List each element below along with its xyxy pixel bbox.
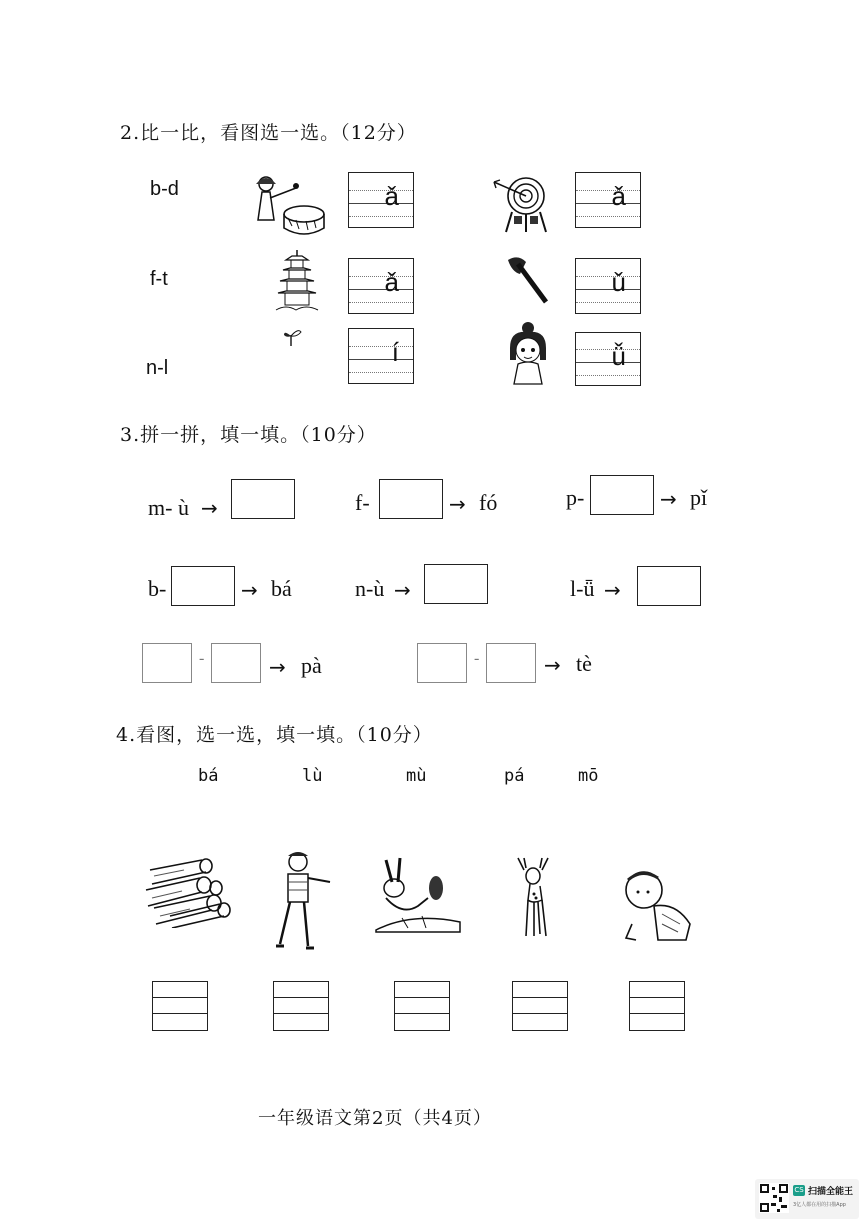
writing-grid-1[interactable] (152, 981, 208, 1031)
qr-code-icon (759, 1183, 789, 1213)
deer-icon (508, 856, 558, 940)
letter-pair-b-d: b-d (150, 178, 179, 200)
syllable-m-u: m- ù (148, 495, 189, 520)
vowel-label: ǚ (611, 341, 626, 371)
answer-box-ft-left[interactable] (348, 258, 414, 314)
vowel-label: ǎ (384, 181, 399, 211)
sprout-icon (282, 326, 304, 348)
vowel-label: ǔ (611, 267, 626, 297)
fill-box-ba[interactable] (171, 566, 235, 606)
boy-pointing-icon (268, 848, 338, 952)
watermark-subtitle: 3亿人都在用的扫描App (793, 1202, 846, 1208)
writing-grid-3[interactable] (394, 981, 450, 1031)
fill-box-pa-initial[interactable] (142, 643, 192, 683)
option-mu: mù (406, 766, 427, 786)
vowel-label: ǎ (611, 181, 626, 211)
option-mo: mō (578, 766, 599, 786)
fill-box-lv[interactable] (637, 566, 701, 606)
syllable-b-prefix: b- (148, 576, 167, 601)
answer-box-ft-right[interactable] (575, 258, 641, 314)
watermark-title: 扫描全能王 (808, 1187, 854, 1197)
page-footer: 一年级语文第2页（共4页） (258, 1108, 492, 1129)
arrow: → (394, 578, 411, 602)
section-4-heading: 4.看图，选一选，填一填。（10分） (116, 724, 433, 746)
scanner-watermark (755, 1179, 859, 1219)
fill-box-fo[interactable] (379, 479, 443, 519)
syllable-ba: bá (271, 576, 292, 601)
syllable-te: tè (576, 651, 592, 676)
fill-box-te-final[interactable] (486, 643, 536, 683)
option-lu: lù (302, 766, 323, 786)
vowel-label: í (391, 337, 399, 367)
syllable-pi: pǐ (690, 485, 708, 510)
writing-grid-5[interactable] (629, 981, 685, 1031)
arrow: → (201, 496, 218, 520)
arrow: → (544, 653, 561, 677)
logs-icon (140, 856, 232, 928)
arrow: → (604, 578, 621, 602)
fill-box-mu[interactable] (231, 479, 295, 519)
section-2-heading: 2.比一比，看图选一选。（12分） (120, 122, 417, 144)
section-3-heading: 3.拼一拼，填一填。（10分） (120, 424, 377, 446)
letter-pair-n-l: n-l (146, 357, 169, 379)
option-ba: bá (198, 766, 219, 786)
syllable-pa: pà (301, 653, 322, 678)
arrow: → (660, 487, 677, 511)
answer-box-nl-left[interactable] (348, 328, 414, 384)
syllable-f-prefix: f- (355, 490, 370, 515)
fill-box-pa-final[interactable] (211, 643, 261, 683)
answer-box-bd-right[interactable] (575, 172, 641, 228)
vowel-label: ǎ (384, 267, 399, 297)
rabbit-pulling-radish-icon (372, 856, 464, 936)
writing-grid-2[interactable] (273, 981, 329, 1031)
hyphen: - (199, 650, 205, 667)
arrow: → (269, 655, 286, 679)
hyphen: - (474, 650, 480, 667)
arrow: → (449, 492, 466, 516)
syllable-l-v: l-ǖ (570, 576, 595, 601)
answer-box-nl-right[interactable] (575, 332, 641, 386)
camscanner-logo: CS (794, 1186, 804, 1194)
girl-icon (502, 320, 554, 386)
syllable-n-u: n-ù (355, 576, 385, 601)
fill-box-pi[interactable] (590, 475, 654, 515)
writing-grid-4[interactable] (512, 981, 568, 1031)
answer-box-bd-left[interactable] (348, 172, 414, 228)
syllable-fo: fó (479, 490, 498, 515)
baby-crawling-icon (618, 868, 694, 942)
fill-box-nu[interactable] (424, 564, 488, 604)
pagoda-icon (274, 248, 320, 314)
axe-icon (504, 254, 550, 306)
letter-pair-f-t: f-t (150, 268, 168, 290)
drum-icon (248, 170, 328, 236)
arrow: → (241, 578, 258, 602)
fill-box-te-initial[interactable] (417, 643, 467, 683)
option-pa: pá (504, 766, 525, 786)
archery-target-icon (492, 172, 554, 234)
syllable-p-prefix: p- (566, 485, 585, 510)
